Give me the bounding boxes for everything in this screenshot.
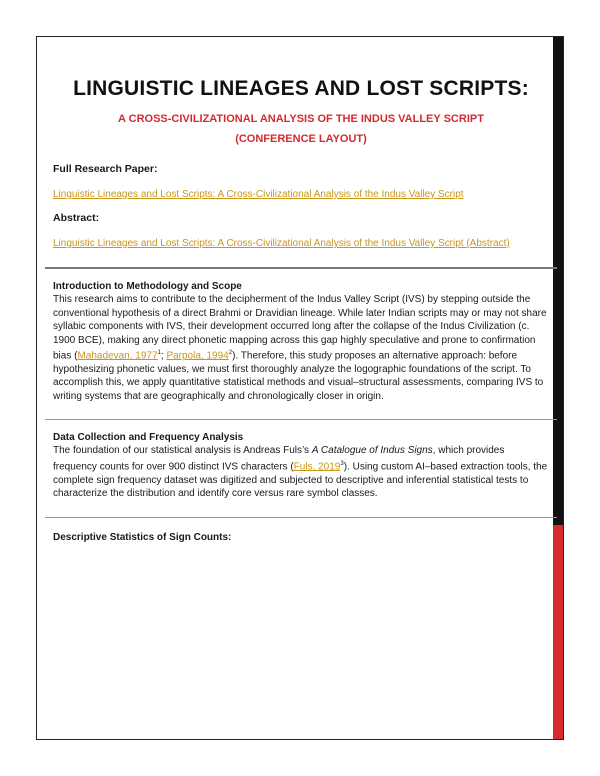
abstract-label: Abstract:: [53, 212, 100, 224]
citation-separator: ;: [160, 350, 167, 362]
side-bar-red: [553, 525, 563, 740]
data-heading: Data Collection and Frequency Analysis: [53, 432, 244, 444]
data-paragraph: [53, 444, 549, 500]
intro-text-a: This research aims to contribute to the decipherment of the Indus Valley Script (IVS) by stepping outside the conventional hypothesis of a direct Brahmi or Dravidian lineage. While later Indian scripts may or may not share syllabic components with IVS, their development occurred long after the collapse of the Indus Civilization (c. 1900 BCE), making any direct phonetic mapping across this gap highly speculative and prone to confirmation bias (: [53, 294, 547, 362]
citation-parpola[interactable]: Parpola, 1994: [166, 350, 229, 362]
subtitle-line-2: (CONFERENCE LAYOUT): [235, 133, 367, 145]
intro-paragraph: [53, 293, 549, 403]
book-title: A Catalogue of Indus Signs: [311, 445, 433, 457]
data-text-b: , which provides frequency counts for over 900 distinct IVS characters (: [53, 445, 505, 473]
page: [36, 36, 564, 740]
divider: [45, 419, 557, 420]
stats-heading: Descriptive Statistics of Sign Counts:: [53, 531, 232, 543]
data-text-a: The foundation of our statistical analysis is Andreas Fuls’s: [53, 445, 312, 457]
citation-mahadevan[interactable]: Mahadevan, 1977: [77, 350, 158, 362]
citation-parpola-sup: 2: [228, 350, 233, 356]
full-paper-label: Full Research Paper:: [53, 163, 158, 175]
subtitle-line-1: A CROSS-CIVILIZATIONAL ANALYSIS OF THE INDUS VALLEY SCRIPT: [118, 113, 484, 125]
citation-mahadevan-sup: 1: [157, 350, 161, 356]
page-subtitle: [53, 109, 549, 149]
abstract-link[interactable]: Linguistic Lineages and Lost Scripts: A Cross-Civilizational Analysis of the Indus Valley Script (Abstract): [53, 238, 510, 249]
citation-fuls-sup: 3: [340, 460, 344, 467]
intro-heading: Introduction to Methodology and Scope: [53, 281, 242, 292]
full-paper-link[interactable]: Linguistic Lineages and Lost Scripts: A Cross-Civilizational Analysis of the Indus Valley Script: [53, 189, 464, 200]
citation-fuls[interactable]: Fuls, 2019: [293, 461, 341, 473]
intro-text-b: ). Therefore, this study proposes an alternative approach: before hypothesizing phonetic values, we must first thoroughly analyze the logographic foundations of the script. To accomplish this, we apply quantitative statistical methods and visual–structural assessments, comparing IVS to writing systems that are geographically and chronologically closer in origin.: [53, 350, 544, 402]
data-text-c: ). Using custom AI–based extraction tools, the complete sign frequency dataset was digitized and subjected to descriptive and inferential statistical tests to characterize the distribution and identify core versus rare symbol classes.: [53, 461, 548, 500]
divider: [45, 267, 557, 269]
divider: [45, 517, 557, 518]
page-title: LINGUISTIC LINEAGES AND LOST SCRIPTS:: [73, 77, 529, 100]
content: [53, 37, 549, 543]
side-bar-black: [553, 37, 563, 525]
